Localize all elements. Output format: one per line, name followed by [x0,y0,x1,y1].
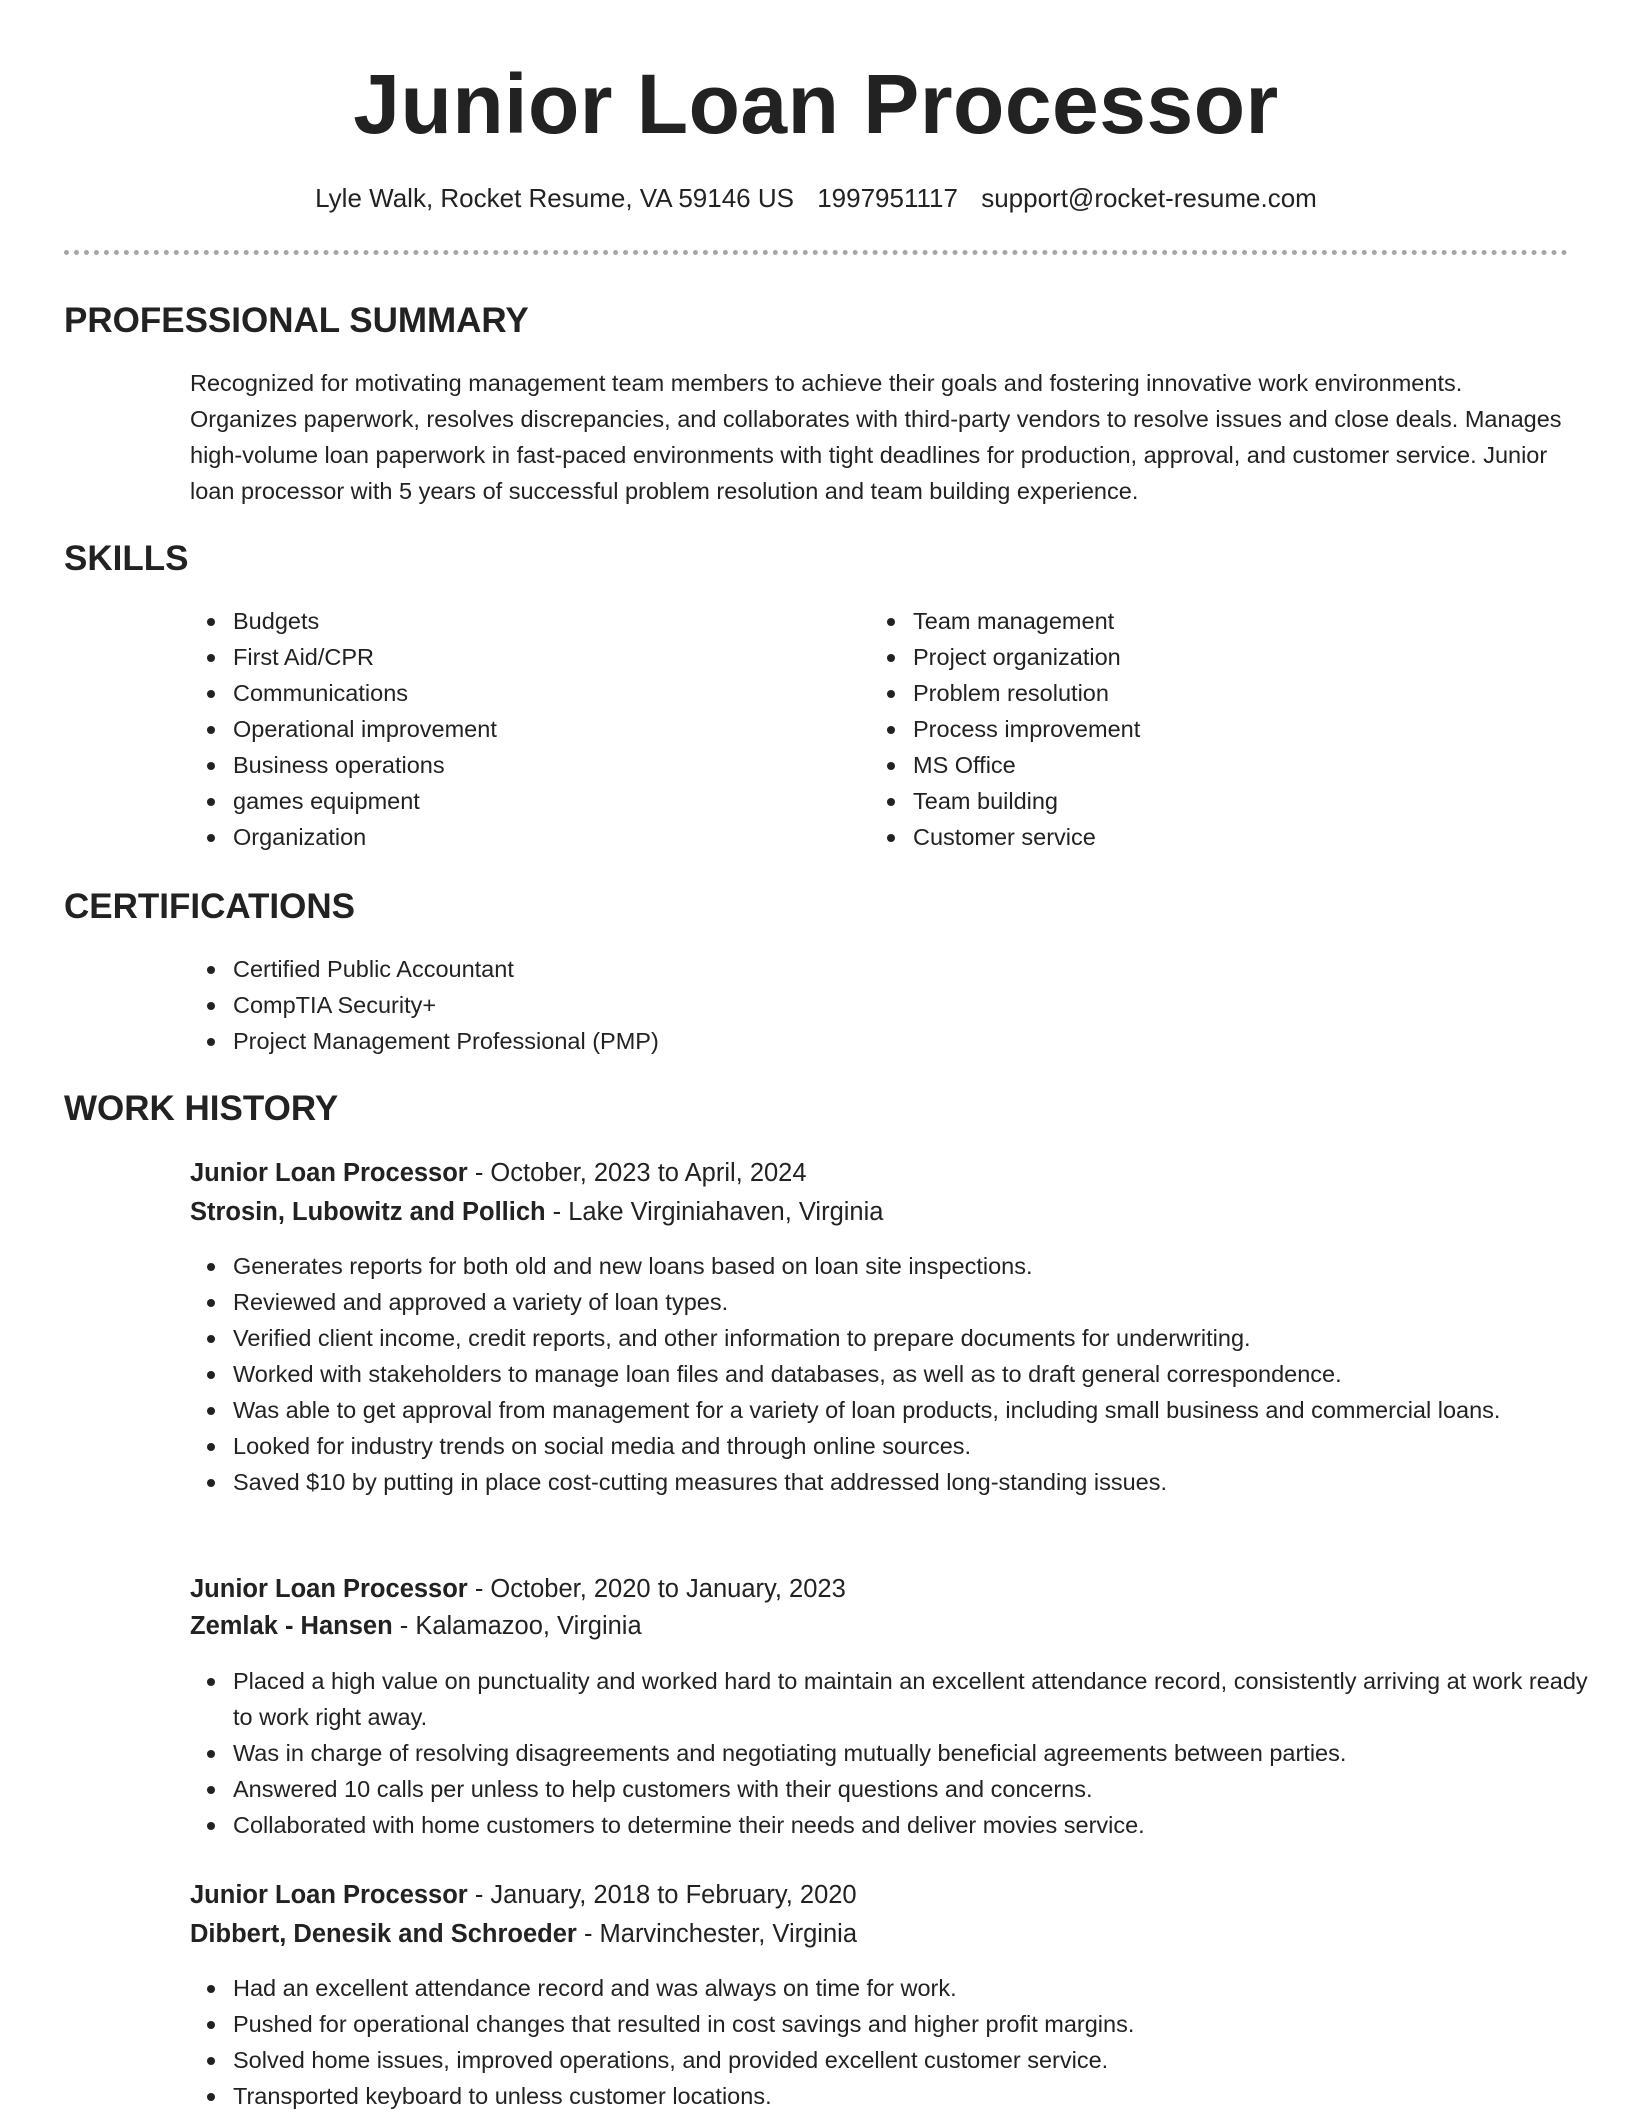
work-history-heading: WORK HISTORY [64,1089,339,1128]
certification-item: Certified Public Accountant [233,951,1533,987]
job-bullet: Placed a high value on punctuality and worked hard to maintain an excellent attendance record, consistently arriving at work ready to work right away. [233,1663,1593,1735]
job-bullet: Solved home issues, improved operations, and provided excellent customer service. [233,2042,1593,2078]
job-company: Zemlak - Hansen [190,1612,393,1640]
certifications-heading: CERTIFICATIONS [64,887,356,926]
job-bullet: Transported keyboard to unless customer locations. [233,2078,1593,2114]
job-title: Junior Loan Processor [190,1159,468,1187]
job-title: Junior Loan Processor [190,1575,468,1603]
job-bullet: Was in charge of resolving disagreements and negotiating mutually beneficial agreements between parties. [233,1735,1593,1771]
job-bullet: Generates reports for both old and new loans based on loan site inspections. [233,1248,1593,1284]
job-company: Strosin, Lubowitz and Pollich [190,1198,546,1226]
job-bullet: Worked with stakeholders to manage loan files and databases, as well as to draft general correspondence. [233,1356,1593,1392]
skill-item: First Aid/CPR [233,639,853,675]
job-dates: - October, 2023 to April, 2024 [467,1159,807,1187]
skill-item: Communications [233,675,853,711]
skill-item: Operational improvement [233,711,853,747]
contact-phone: 1997951117 [817,183,958,213]
job-bullets [190,1663,1593,1843]
job-bullet: Had an excellent attendance record and was always on time for work. [233,1970,1593,2006]
job-location: - Kalamazoo, Virginia [392,1612,642,1640]
skill-item: MS Office [913,747,1533,783]
job-location: - Marvinchester, Virginia [576,1920,857,1948]
skill-item: Team management [913,603,1533,639]
skill-item: Budgets [233,603,853,639]
contact-address: Lyle Walk, Rocket Resume, VA 59146 US [315,183,794,213]
summary-text: Recognized for motivating management team members to achieve their goals and fostering innovative work environments. Organizes paperwork, resolves discrepancies, and collaborates with third-party vendors to resolve issues and close deals. Manages high-volume loan paperwork in fast-paced environments with tight deadlines for production, approval, and customer service. Junior loan processor with 5 years of successful problem resolution and team building experience. [190,370,1562,504]
job-company-line [190,1916,857,1952]
job-title-line [190,1155,807,1191]
skill-item: games equipment [233,783,853,819]
job-location: - Lake Virginiahaven, Virginia [545,1198,884,1226]
summary-heading: PROFESSIONAL SUMMARY [64,301,529,340]
skill-item: Organization [233,819,853,855]
job-company-line [190,1608,642,1644]
job-title-line [190,1877,857,1913]
job-dates: - January, 2018 to February, 2020 [467,1881,857,1909]
job-bullets [190,1970,1593,2114]
skill-item: Team building [913,783,1533,819]
job-bullet: Pushed for operational changes that resulted in cost savings and higher profit margins. [233,2006,1593,2042]
job-bullet: Verified client income, credit reports, and other information to prepare documents for underwriting. [233,1320,1593,1356]
job-company-line [190,1194,883,1230]
certification-item: CompTIA Security+ [233,987,1533,1023]
skill-item: Problem resolution [913,675,1533,711]
contact-line [0,180,1632,216]
skill-item: Process improvement [913,711,1533,747]
job-company: Dibbert, Denesik and Schroeder [190,1920,577,1948]
job-title-line [190,1571,846,1607]
job-dates: - October, 2020 to January, 2023 [467,1575,846,1603]
skills-list-left [190,603,853,855]
header-divider [64,250,1568,255]
job-bullet: Answered 10 calls per unless to help customers with their questions and concerns. [233,1771,1593,1807]
job-title: Junior Loan Processor [190,1881,468,1909]
job-bullet: Reviewed and approved a variety of loan types. [233,1284,1593,1320]
job-bullet: Looked for industry trends on social media and through online sources. [233,1428,1593,1464]
job-bullets [190,1248,1593,1500]
skills-heading: SKILLS [64,539,189,578]
resume-title: Junior Loan Processor [353,57,1279,151]
skill-item: Customer service [913,819,1533,855]
certification-item: Project Management Professional (PMP) [233,1023,1533,1059]
skill-item: Project organization [913,639,1533,675]
certifications-list [190,951,1533,1059]
contact-email: support@rocket-resume.com [981,183,1317,213]
job-bullet: Saved $10 by putting in place cost-cutting measures that addressed long-standing issues. [233,1464,1593,1500]
skill-item: Business operations [233,747,853,783]
job-bullet: Collaborated with home customers to determine their needs and deliver movies service. [233,1807,1593,1843]
job-bullet: Was able to get approval from management for a variety of loan products, including small business and commercial loans. [233,1392,1593,1428]
skills-list-right [870,603,1533,855]
